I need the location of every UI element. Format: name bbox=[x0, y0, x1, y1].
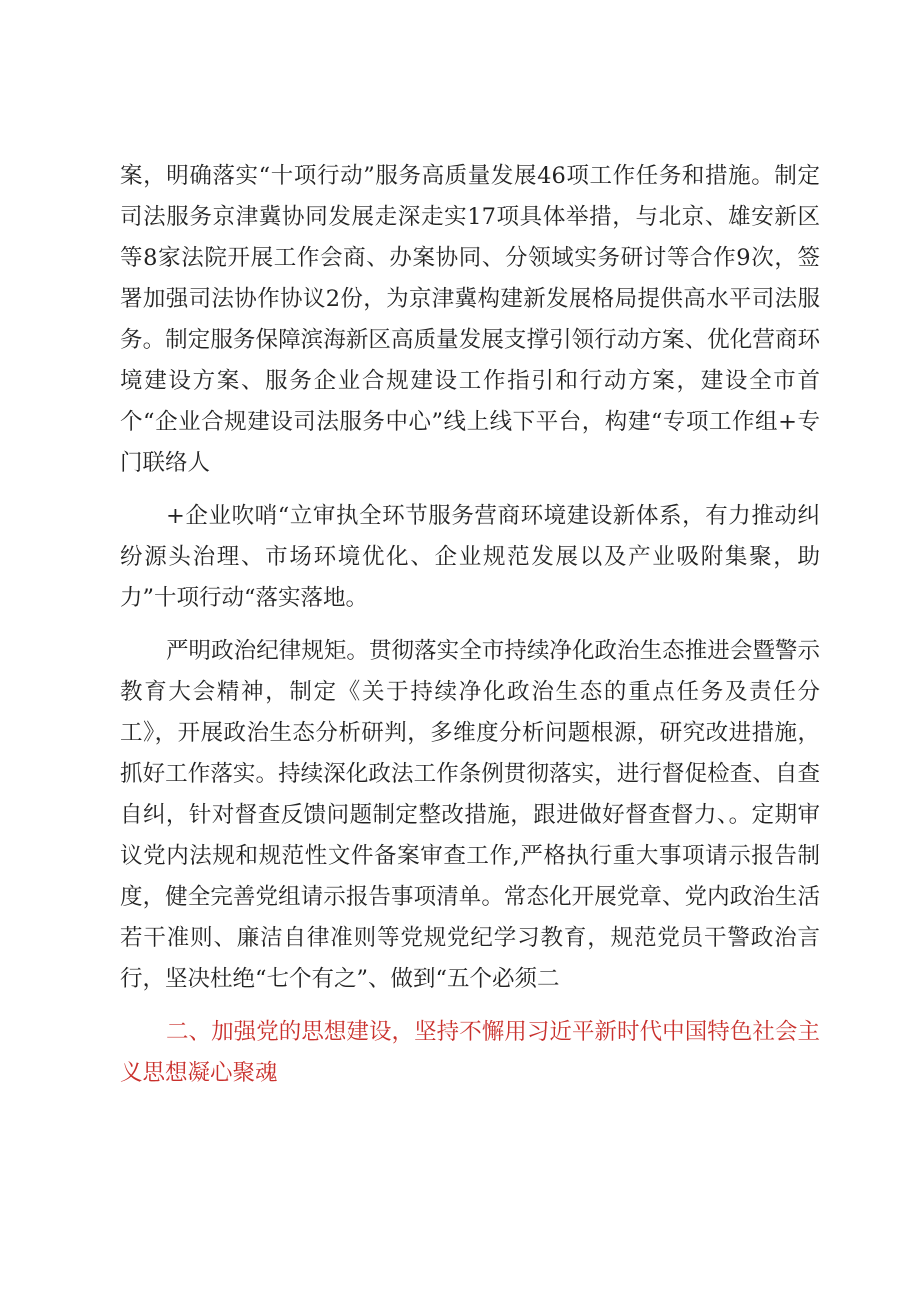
paragraph-2: +企业吹哨“立审执全环节服务营商环境建设新体系，有力推动纠纷源头治理、市场环境优化、企业规范发展以及产业吸附集聚，助力”十项行动“落实落地。 bbox=[120, 503, 820, 611]
paragraph-3: 严明政治纪律规矩。贯彻落实全市持续净化政治生态推进会暨警示教育大会精神，制定《关于持续净化政治生态的重点任务及责任分工》，开展政治生态分析研判，多维度分析问题根源，研究改进措施，抓好工作落实。持续深化政法工作条例贯彻落实，进行督促检查、自查自纠，针对督查反馈问题制定整改措施，跟进做好督查督力、。定期审议党内法规和规范性文件备案审查工作,严格执行重大事项请示报告制度，健全完善党组请示报告事项清单。常态化开展党章、党内政治生活若干准则、廉洁自律准则等党规党纪学习教育，规范党员干警政治言行，坚决杜绝“七个有之”、做到“五个必须二 bbox=[120, 638, 820, 992]
section-heading: 二、加强党的思想建设，坚持不懈用习近平新时代中国特色社会主义思想凝心聚魂 bbox=[120, 1019, 820, 1086]
paragraph-1: 案，明确落实“十项行动”服务高质量发展46项工作任务和措施。制定司法服务京津冀协同发展走深走实17项具体举措，与北京、雄安新区等8家法院开展工作会商、办案协同、分领域实务研讨等合作9次，签署加强司法协作协议2份，为京津冀构建新发展格局提供高水平司法服务。制定服务保障滨海新区高质量发展支撑引领行动方案、优化营商环境建设方案、服务企业合规建设工作指引和行动方案，建设全市首个“企业合规建设司法服务中心”线上线下平台，构建“专项工作组+专门联络人 bbox=[120, 163, 820, 476]
document-body bbox=[120, 156, 820, 1094]
